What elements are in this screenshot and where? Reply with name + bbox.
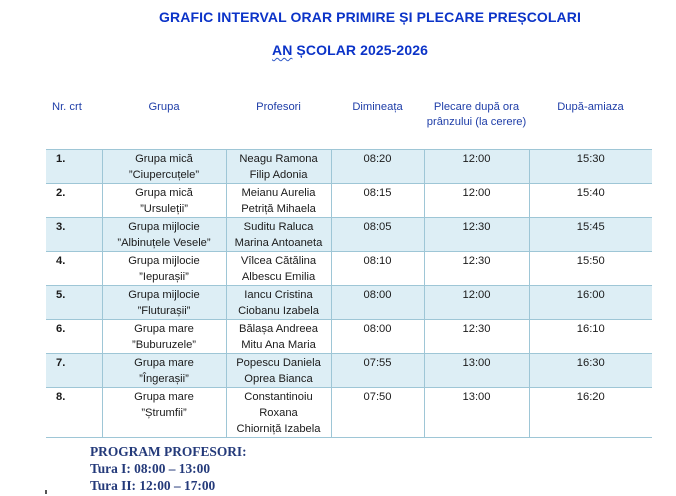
group-type: Grupa mică: [135, 153, 193, 165]
group-name: ”Ursuleții”: [140, 203, 188, 215]
row-number: 3.: [46, 218, 102, 252]
teachers-cell: [226, 320, 331, 354]
subtitle-prefix: AN: [272, 42, 293, 58]
teachers-cell: [226, 252, 331, 286]
teacher-program: [90, 443, 247, 494]
header-group: Grupa: [102, 100, 226, 150]
table-header-row: [46, 100, 652, 150]
morning-time: 08:00: [331, 320, 424, 354]
table-row: [46, 252, 652, 286]
subtitle-rest: ȘCOLAR 2025-2026: [292, 42, 428, 58]
page-margin-mark: [45, 490, 47, 494]
teacher-name: Mitu Ana Maria: [241, 339, 316, 351]
afternoon-time: 15:45: [529, 218, 652, 252]
table-row: [46, 286, 652, 320]
group-type: Grupa mare: [134, 323, 194, 335]
table-row: [46, 320, 652, 354]
afternoon-time: 16:10: [529, 320, 652, 354]
group-name: ”Îngerașii”: [139, 373, 189, 385]
program-heading: PROGRAM PROFESORI:: [90, 444, 247, 459]
teacher-name: Meianu Aurelia: [241, 187, 316, 199]
afternoon-time: 16:20: [529, 388, 652, 438]
group-type: Grupa mare: [134, 357, 194, 369]
teachers-cell: [226, 150, 331, 184]
row-number: 5.: [46, 286, 102, 320]
header-afternoon: După-amiaza: [529, 100, 652, 150]
afternoon-time: 15:30: [529, 150, 652, 184]
teacher-name: Constantinoiu: [244, 391, 313, 403]
noon-time: 12:30: [424, 218, 529, 252]
morning-time: 07:55: [331, 354, 424, 388]
teacher-name: Roxana: [259, 407, 298, 419]
afternoon-time: 16:00: [529, 286, 652, 320]
noon-time: 12:30: [424, 252, 529, 286]
afternoon-time: 16:30: [529, 354, 652, 388]
row-number: 8.: [46, 388, 102, 438]
group-type: Grupa mare: [134, 391, 194, 403]
teacher-name: Petriță Mihaela: [241, 203, 316, 215]
noon-time: 12:00: [424, 286, 529, 320]
teacher-name: Iancu Cristina: [244, 289, 313, 301]
noon-time: 12:00: [424, 150, 529, 184]
teacher-name: Albescu Emilia: [241, 271, 316, 283]
morning-time: 08:15: [331, 184, 424, 218]
morning-time: 08:10: [331, 252, 424, 286]
teacher-name: Chiorniță Izabela: [236, 423, 321, 435]
table-row: [46, 388, 652, 438]
teacher-name: Filip Adonia: [249, 169, 308, 181]
teachers-cell: [226, 286, 331, 320]
group-cell: [102, 252, 226, 286]
teachers-cell: [226, 184, 331, 218]
group-type: Grupa mică: [135, 187, 193, 199]
schedule-table: [46, 100, 652, 438]
program-shift-2: Tura II: 12:00 – 17:00: [90, 478, 216, 493]
teachers-cell: [226, 354, 331, 388]
row-number: 4.: [46, 252, 102, 286]
group-cell: [102, 150, 226, 184]
header-morning: Dimineața: [331, 100, 424, 150]
teacher-name: Ciobanu Izabela: [238, 305, 319, 317]
header-noon-departure: Plecare după ora prânzului (la cerere): [424, 100, 529, 150]
table-row: [46, 184, 652, 218]
teacher-name: Bălașa Andreea: [239, 323, 318, 335]
group-cell: [102, 286, 226, 320]
school-year-subtitle: [12, 42, 676, 58]
morning-time: 07:50: [331, 388, 424, 438]
row-number: 6.: [46, 320, 102, 354]
header-nr: Nr. crt: [46, 100, 102, 150]
noon-time: 13:00: [424, 354, 529, 388]
group-type: Grupa mijlocie: [128, 255, 200, 267]
group-name: ”Fluturașii”: [137, 305, 191, 317]
group-cell: [102, 320, 226, 354]
group-cell: [102, 218, 226, 252]
group-cell: [102, 354, 226, 388]
table-row: [46, 150, 652, 184]
header-teachers: Profesori: [226, 100, 331, 150]
table-row: [46, 354, 652, 388]
morning-time: 08:05: [331, 218, 424, 252]
group-name: ”Buburuzele”: [131, 339, 197, 351]
document-title: GRAFIC INTERVAL ORAR PRIMIRE ȘI PLECARE PREȘCOLARI: [159, 9, 581, 25]
afternoon-time: 15:50: [529, 252, 652, 286]
afternoon-time: 15:40: [529, 184, 652, 218]
teacher-name: Oprea Bianca: [244, 373, 313, 385]
group-type: Grupa mijlocie: [128, 221, 200, 233]
teacher-name: Popescu Daniela: [236, 357, 321, 369]
group-cell: [102, 388, 226, 438]
row-number: 2.: [46, 184, 102, 218]
group-cell: [102, 184, 226, 218]
morning-time: 08:20: [331, 150, 424, 184]
group-name: ”Iepurașii”: [139, 271, 189, 283]
morning-time: 08:00: [331, 286, 424, 320]
row-number: 1.: [46, 150, 102, 184]
group-type: Grupa mijlocie: [128, 289, 200, 301]
noon-time: 12:30: [424, 320, 529, 354]
noon-time: 12:00: [424, 184, 529, 218]
teacher-name: Marina Antoaneta: [234, 237, 323, 249]
teacher-name: Neagu Ramona: [239, 153, 318, 165]
teacher-name: Suditu Raluca: [243, 221, 314, 233]
group-name: ”Albinuțele Vesele”: [117, 237, 211, 249]
program-shift-1: Tura I: 08:00 – 13:00: [90, 461, 211, 476]
teacher-name: Vîlcea Cătălina: [240, 255, 317, 267]
noon-time: 13:00: [424, 388, 529, 438]
teachers-cell: [226, 218, 331, 252]
group-name: ”Ștrumfii”: [141, 407, 187, 419]
teachers-cell: [226, 388, 331, 438]
table-row: [46, 218, 652, 252]
group-name: ”Ciupercuțele”: [128, 169, 200, 181]
row-number: 7.: [46, 354, 102, 388]
